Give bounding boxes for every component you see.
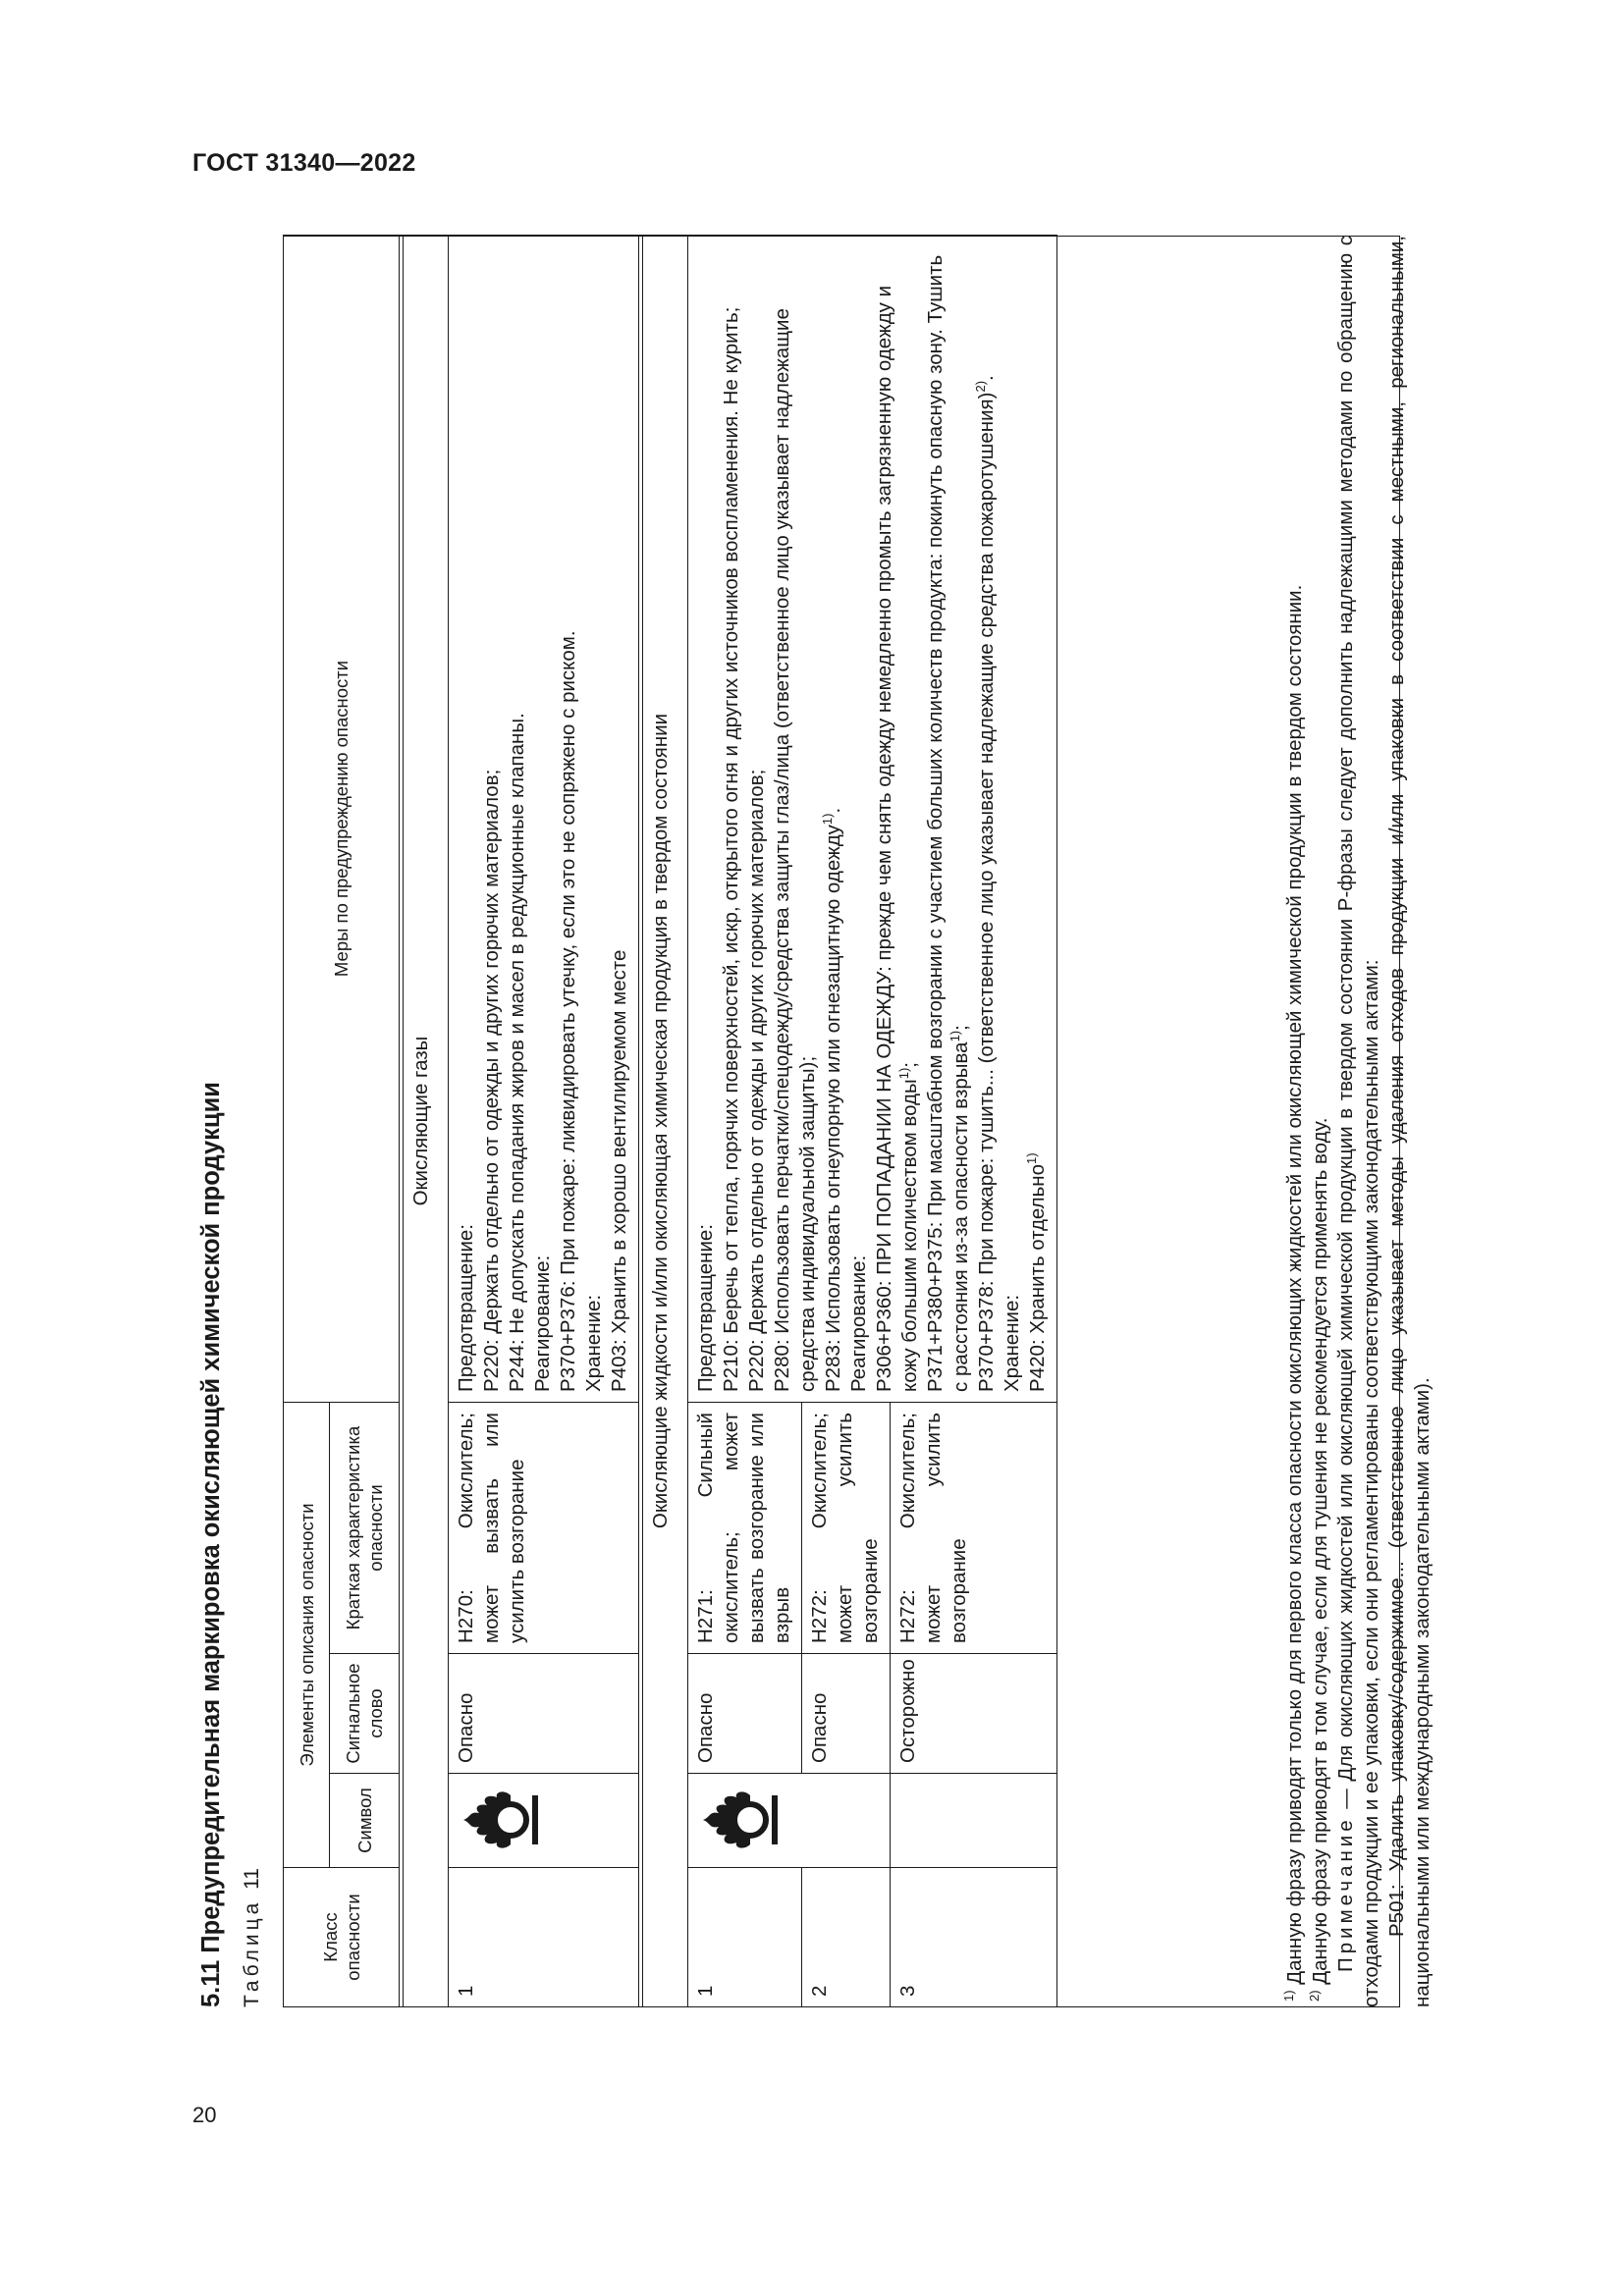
table-caption (240, 1868, 265, 2007)
footnote-ref: 1) (896, 1067, 912, 1080)
document-header: ГОСТ 31340—2022 (192, 149, 416, 177)
measure-line: P220: Держать отдельно от одежды и других горючих материалов; (480, 769, 503, 1392)
measure-line: P403: Хранить в хорошо вентилируемом месте (608, 949, 630, 1392)
measure-line (872, 245, 923, 1392)
rotated-content (196, 211, 1448, 2007)
group2-brief-2: H272: Окислитель; может усилить возгорание (802, 1403, 891, 1654)
measure-text: P283: Использовать огнеупорную или огнезащитную одежду (822, 825, 844, 1392)
measure-line (821, 245, 846, 1392)
group1-signal-word: Опасно (449, 1654, 639, 1774)
group1-class: 1 (449, 1868, 639, 2007)
footnote-2 (1308, 236, 1333, 2007)
footnote-ref: 2) (973, 380, 989, 393)
page-number: 20 (192, 2103, 217, 2127)
measure-line (1025, 245, 1051, 1392)
group2-signal-word-2: Опасно (802, 1654, 891, 1774)
measure-line (974, 245, 1000, 1392)
measure-line: P370+P376: При пожаре: ликвидировать утечку, если это не сопряжено с риском. (557, 630, 579, 1392)
group2-brief-3: H272: Окислитель; может усилить возгорание (891, 1403, 1057, 1654)
punctuation: . (975, 375, 998, 381)
measure-line: Хранение: (582, 1294, 605, 1392)
punctuation: ; (949, 1025, 972, 1031)
group2-symbol-3 (891, 1774, 1057, 1868)
table-caption-number: 11 (241, 1868, 263, 1890)
group2-signal-word-3: Осторожно (891, 1654, 1057, 1774)
header-elements-group: Элементы описания опасности (284, 1403, 330, 1868)
group2-class-1: 1 (688, 1868, 802, 2007)
group2-brief-1: H271: Сильный окислитель; может вызвать возгорание или взрыв (688, 1403, 802, 1654)
footnotes (1282, 236, 1435, 2007)
footnote-1 (1282, 236, 1308, 2007)
measure-text: P370+P378: При пожаре: тушить... (ответственное лицо указывает надлежащие средства пожаротушения) (975, 392, 998, 1392)
footnote-mark: 2) (1307, 1990, 1323, 2002)
measure-text: P371+P380+P375: При масштабном возгорании с участием больших количеств продукта: покинуть опасную зону. Тушить с расстояния из-за опасности взрыва (924, 254, 972, 1392)
measure-line: P210: Беречь от тепла, горячих поверхностей, искр, открытого огня и других источников воспламенения. Не курить; (720, 306, 742, 1392)
footnote-text: Данную фразу приводят только для первого класса опасности окисляющих жидкостей или окисляющей химической продукции в твердом состоянии. (1283, 584, 1306, 1985)
flame-over-circle-icon (699, 1785, 782, 1857)
measure-line: Реагирование: (847, 1255, 870, 1392)
header-measures: Меры по предупреждению опасности (284, 236, 400, 1403)
oxidizer-pictogram (449, 1774, 639, 1868)
group1-brief: H270: Окислитель; может вызвать или усилить возгорание (449, 1403, 639, 1654)
group2-class-3: 3 (891, 1868, 1057, 2007)
header-class: Класс опасности (284, 1868, 400, 2007)
note-label: Примечание (1334, 1816, 1357, 1972)
measure-line: P220: Держать отдельно от одежды и других горючих материалов; (745, 769, 768, 1392)
group2-class-2: 2 (802, 1868, 891, 2007)
measure-line: Хранение: (1001, 1294, 1023, 1392)
measure-line: P280: Использовать перчатки/спецодежду/средства защиты глаз/лица (ответственное лицо указывает надлежащие средства индивидуальной защиты); (771, 308, 819, 1392)
header-symbol: Символ (330, 1774, 400, 1868)
flame-over-circle-icon (460, 1785, 542, 1857)
group1-measures (449, 236, 639, 1403)
footnote-text: Данную фразу приводят в том случае, если для тушения не рекомендуется применять воду. (1309, 1117, 1331, 1985)
measure-line: Реагирование: (531, 1255, 554, 1392)
group1-title: Окисляющие газы (404, 236, 449, 2007)
punctuation: ; (898, 1062, 921, 1068)
measure-line: Предотвращение: (455, 1224, 477, 1392)
measure-line: Предотвращение: (694, 1224, 717, 1392)
table-caption-label: Таблица (241, 1898, 263, 2007)
section-title: 5.11 Предупредительная маркировка окисляющей химической продукции (197, 1082, 225, 2007)
measure-line: P244: Не допускать попадания жиров и масел в редукционные клапаны. (506, 713, 528, 1392)
punctuation: . (822, 807, 844, 814)
p501-phrase: P501: Удалить упаковку/содержимое... (ответственное лицо указывает методы удаления отходов продукции и/или упаковки в соответствии с местными, региональными, национальными или международными законодательными актами). (1385, 236, 1434, 2007)
footnote-ref: 1) (820, 813, 836, 826)
note-text: — Для окисляющих жидкостей или окисляющей химической продукции в твердом состоянии Р-фразы следует дополнить надлежащими методами по обращению с отходами продукции и ее упаковки, если они регламентированы соответствующими законодательными актами: (1334, 236, 1382, 2007)
group2-measures (688, 236, 1057, 1403)
header-brief: Краткая характеристика опасности (330, 1403, 400, 1654)
oxidizer-pictogram (688, 1774, 891, 1868)
measure-text: P306+P360: ПРИ ПОПАДАНИИ НА ОДЕЖДУ: прежде чем снять одежду немедленно промыть загрязненную одежду и кожу большим количеством воды (873, 285, 921, 1392)
hazard-table (283, 235, 1057, 2007)
group2-signal-word-1: Опасно (688, 1654, 802, 1774)
measure-text: P420: Хранить отдельно (1026, 1164, 1049, 1392)
header-signal-word: Сигнальное слово (330, 1654, 400, 1774)
measure-line (923, 245, 974, 1392)
footnote-ref: 1) (947, 1030, 963, 1042)
note (1333, 236, 1384, 2007)
group2-title: Окисляющие жидкости и/или окисляющая химическая продукция в твердом состоянии (643, 236, 688, 2007)
footnote-mark: 1) (1281, 1990, 1297, 2002)
footnote-ref: 1) (1024, 1152, 1040, 1164)
